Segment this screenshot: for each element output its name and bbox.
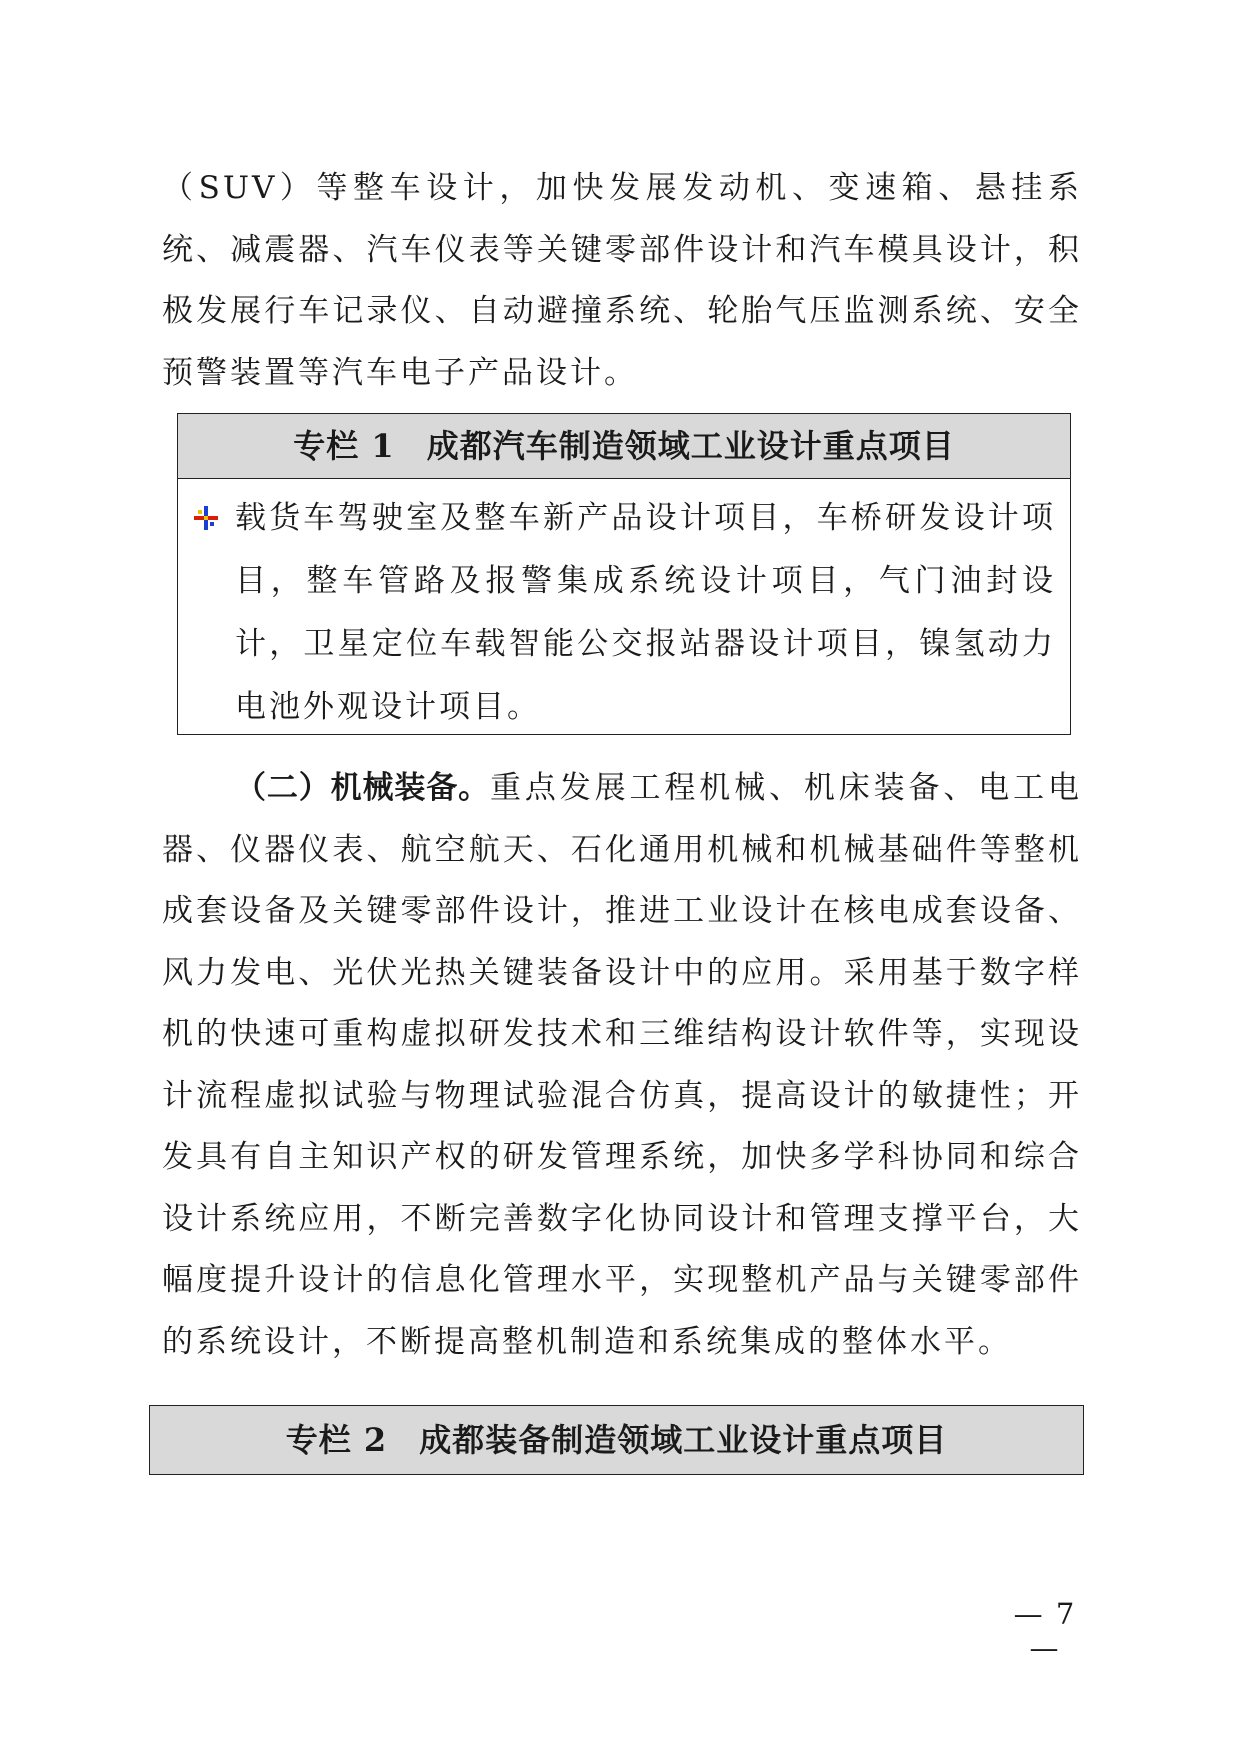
body-paragraph-1: （SUV）等整车设计，加快发展发动机、变速箱、悬挂系统、减震器、汽车仪表等关键零部件设计和汽车模具设计，积极发展行车记录仪、自动避撞系统、轮胎气压监测系统、安全预警装置等汽车电子产品设计。 <box>162 170 1082 391</box>
feature-box-1 <box>177 413 1071 735</box>
cross-bullet-icon <box>193 505 219 531</box>
feature-box-2 <box>149 1405 1084 1475</box>
feature-box-2-number: 专栏 2 <box>285 1421 388 1459</box>
feature-box-2-title-text: 成都装备制造领域工业设计重点项目 <box>419 1421 948 1459</box>
body-paragraph-2 <box>162 758 1082 1373</box>
feature-box-1-body <box>178 479 1070 739</box>
page-number: — 7 — <box>1013 1597 1077 1665</box>
feature-box-1-title <box>178 414 1070 479</box>
feature-box-1-number: 专栏 1 <box>293 427 395 465</box>
feature-box-2-title <box>150 1406 1083 1474</box>
section-body: 重点发展工程机械、机床装备、电工电器、仪器仪表、航空航天、石化通用机械和机械基础件等整机成套设备及关键零部件设计，推进工业设计在核电成套设备、风力发电、光伏光热关键装备设计中的应用。采用基于数字样机的快速可重构虚拟研发技术和三维结构设计软件等，实现设计流程虚拟试验与物理试验混合仿真，提高设计的敏捷性；开发具有自主知识产权的研发管理系统，加快多学科协同和综合设计系统应用，不断完善数字化协同设计和管理支撑平台，大幅度提升设计的信息化管理水平，实现整机产品与关键零部件的系统设计，不断提高整机制造和系统集成的整体水平。 <box>162 770 1082 1360</box>
feature-box-1-bullet-text: 载货车驾驶室及整车新产品设计项目，车桥研发设计项目，整车管路及报警集成系统设计项目，气门油封设计，卫星定位车载智能公交报站器设计项目，镍氢动力电池外观设计项目。 <box>235 500 1056 725</box>
section-heading: （二）机械装备。 <box>235 770 490 806</box>
feature-box-1-title-text: 成都汽车制造领域工业设计重点项目 <box>426 427 955 465</box>
